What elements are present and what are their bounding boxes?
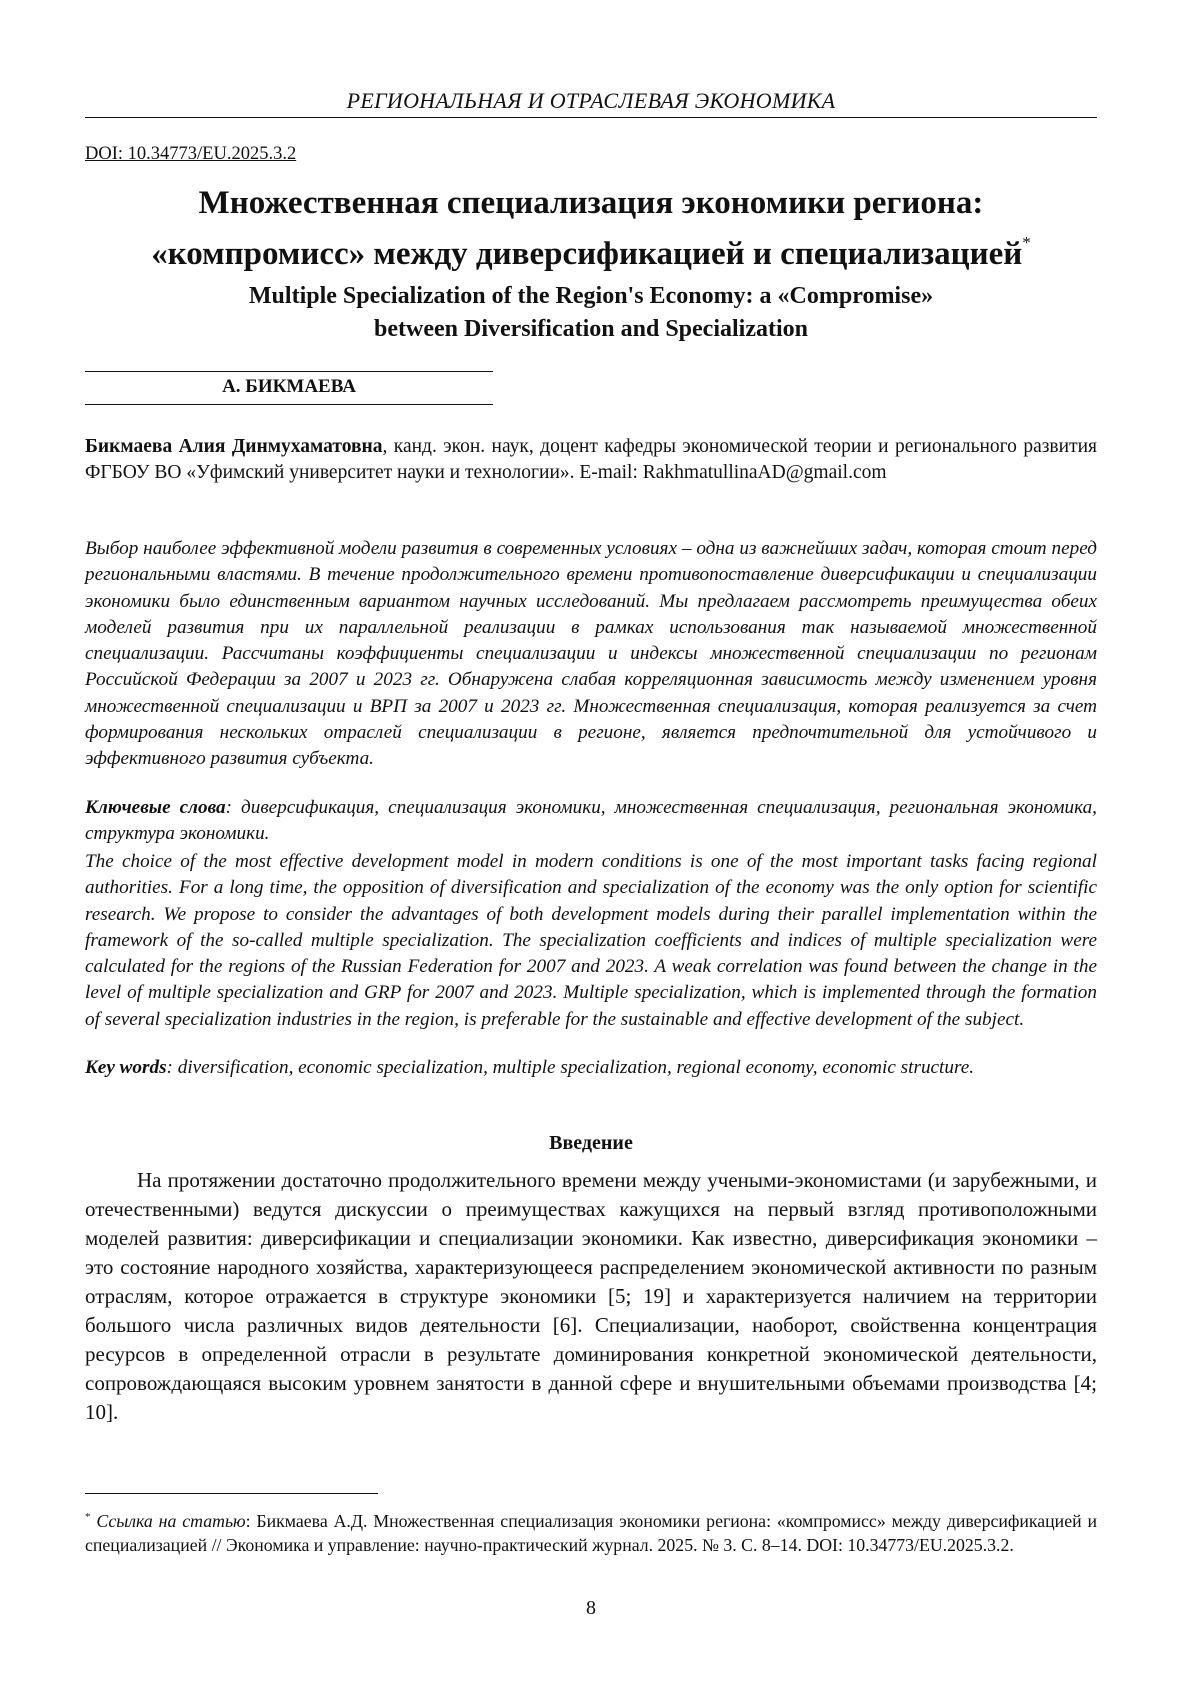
- keywords-en-text: : diversification, economic specialization, multiple specialization, regional economy, economic structure.: [166, 1057, 975, 1078]
- footnote-text: : Бикмаева А.Д. Множественная специализация экономики региона: «компромисс» между диверсификацией и специализацией // Экономика и управление: научно-практический журнал. 2025. № 3. С. 8–14. DOI: 10.34773/EU.2025.3.2.: [85, 1510, 1097, 1555]
- footnote-divider: [85, 1493, 378, 1494]
- footnote-label: Ссылка на статью: [96, 1510, 246, 1531]
- keywords-en: [85, 1055, 1097, 1081]
- title-en-line-1: Multiple Specialization of the Region's Economy: a «Compromise»: [248, 283, 934, 309]
- article-title-en: [85, 280, 1097, 346]
- citation-footnote: [85, 1505, 1097, 1557]
- author-full-name: Бикмаева Алия Динмухаматовна: [85, 436, 383, 457]
- affiliation-details: , канд. экон. наук, доцент кафедры экономической теории и регионального развития ФГБОУ ВО «Уфимский университет науки и технологии». E-mail: RakhmatullinaAD@gmail.com: [85, 436, 1097, 483]
- keywords-ru-text: : диверсификация, специализация экономики, множественная специализация, региональная экономика, структура экономики.: [85, 797, 1097, 845]
- section-title-introduction: Введение: [549, 1132, 633, 1154]
- title-en-line-2: between Diversification and Specialization: [374, 316, 808, 342]
- footnote-marker[interactable]: *: [1022, 233, 1031, 252]
- doi-link[interactable]: DOI: 10.34773/EU.2025.3.2: [85, 144, 297, 164]
- keywords-ru: [85, 795, 1097, 848]
- title-ru-line-2: «компромисс» между диверсификацией и специализацией: [151, 236, 1023, 272]
- introduction-paragraph: На протяжении достаточно продолжительного времени между учеными-экономистами (и зарубежными, и отечественными) ведутся дискуссии о преимуществах кажущихся на первый взгляд противоположными моделей развития: диверсификации и специализации экономики. Как известно, диверсификация экономики – это состояние народного хозяйства, характеризующееся распределением экономической активности по разным отраслям, которое отражается в структуре экономики [5; 19] и характеризуется наличием на территории большого числа различных видов деятельности [6]. Специализации, наоборот, свойственна концентрация ресурсов в определенной отрасли в результате доминирования конкретной экономической деятельности, сопровождающаяся высоким уровнем занятости в данной сфере и внушительными объемами производства [4; 10].: [85, 1168, 1097, 1424]
- keywords-ru-label: Ключевые слова: [85, 797, 226, 818]
- header-divider: [85, 117, 1097, 118]
- abstract-en: The choice of the most effective development model in modern conditions is one of the most important tasks facing regional authorities. For a long time, the opposition of diversification and specialization of the economy was the only option for scientific research. We propose to consider the advantages of both development models during their parallel implementation within the framework of the so-called multiple specialization. The specialization coefficients and indices of multiple specialization were calculated for the regions of the Russian Federation for 2007 and 2023. A weak correlation was found between the change in the level of multiple specialization and GRP for 2007 and 2023. Multiple specialization, which is implemented through the formation of several specialization industries in the region, is preferable for the sustainable and effective development of the subject.: [85, 851, 1097, 1030]
- title-ru-line-1: Множественная специализация экономики региона:: [198, 185, 984, 221]
- author-divider-bottom: [85, 404, 493, 405]
- abstract-ru: Выбор наиболее эффективной модели развития в современных условиях – одна из важнейших задач, которая стоит перед региональными властями. В течение продолжительного времени противопоставление диверсификации и специализации экономики было единственным вариантом научных исследований. Мы предлагаем рассмотреть преимущества обеих моделей развития при их параллельной реализации в рамках использования так называемой множественной специализации. Рассчитаны коэффициенты специализации и индексы множественной специализации по регионам Российской Федерации за 2007 и 2023 гг. Обнаружена слабая корреляционная зависимость между изменением уровня множественной специализации и ВРП за 2007 и 2023 гг. Множественная специализация, которая реализуется за счет формирования нескольких отраслей специализации в регионе, является предпочтительной для устойчивого и эффективного развития субъекта.: [85, 538, 1097, 770]
- author-divider-top: [85, 371, 493, 372]
- running-head: РЕГИОНАЛЬНАЯ И ОТРАСЛЕВАЯ ЭКОНОМИКА: [346, 88, 836, 113]
- footnote-marker-bottom: *: [85, 1511, 91, 1523]
- author-affiliation: [85, 434, 1097, 486]
- article-title-ru: [85, 182, 1097, 276]
- author-name: А. БИКМАЕВА: [222, 376, 356, 397]
- keywords-en-label: Key words: [85, 1057, 167, 1078]
- page-number: 8: [586, 1597, 596, 1619]
